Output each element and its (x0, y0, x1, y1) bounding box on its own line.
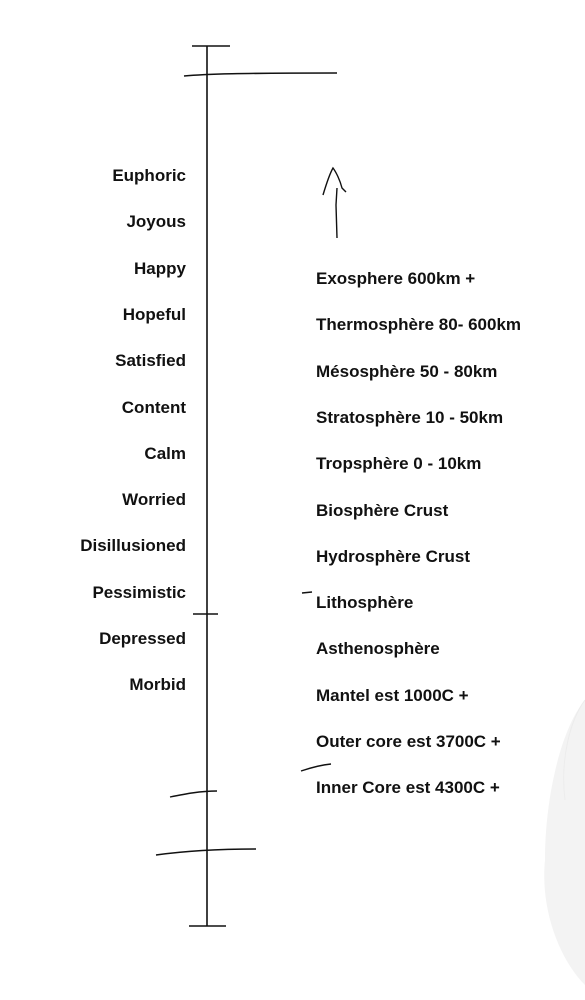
emotion-label: Joyous (126, 212, 186, 232)
layer-label: Exosphere 600km + (316, 269, 476, 288)
emotion-label: Morbid (129, 675, 186, 695)
layer-label: Inner Core est 4300C + (316, 778, 500, 798)
lithosphere-dash (302, 592, 312, 593)
corner-shade (544, 700, 585, 985)
emotion-label: Calm (144, 443, 186, 463)
layer-label: Asthenosphère (316, 639, 440, 659)
emotion-label: Happy (134, 258, 186, 278)
layer-label: Stratosphère 10 - 50km (316, 407, 504, 427)
layer-label: Hydrosphère Crust (316, 546, 470, 566)
emotion-label: Hopeful (122, 304, 186, 324)
layer-label: Mésosphère 50 - 80km (316, 361, 498, 381)
emotion-label: Worried (122, 490, 186, 510)
up-arrow-icon (323, 168, 346, 238)
emotion-label: Disillusioned (80, 536, 186, 556)
lower-tick-1 (170, 791, 217, 797)
layer-label: Outer core est 3700C + (316, 732, 501, 751)
layer-label: Mantel est 1000C + (316, 685, 469, 705)
layer-label: Lithosphère (316, 593, 414, 613)
emotion-label: Euphoric (112, 166, 186, 185)
emotion-label: Content (121, 397, 186, 417)
lower-tick-2 (156, 849, 256, 855)
layer-label: Biosphère Crust (316, 500, 449, 520)
inner-core-slash (301, 764, 331, 771)
emotion-label: Depressed (99, 629, 186, 648)
layer-label: Thermosphère 80- 600km (316, 315, 522, 335)
emotion-label: Satisfied (115, 351, 186, 371)
emotion-label: Pessimistic (92, 582, 186, 602)
layer-label: Tropsphère 0 - 10km (316, 454, 482, 474)
